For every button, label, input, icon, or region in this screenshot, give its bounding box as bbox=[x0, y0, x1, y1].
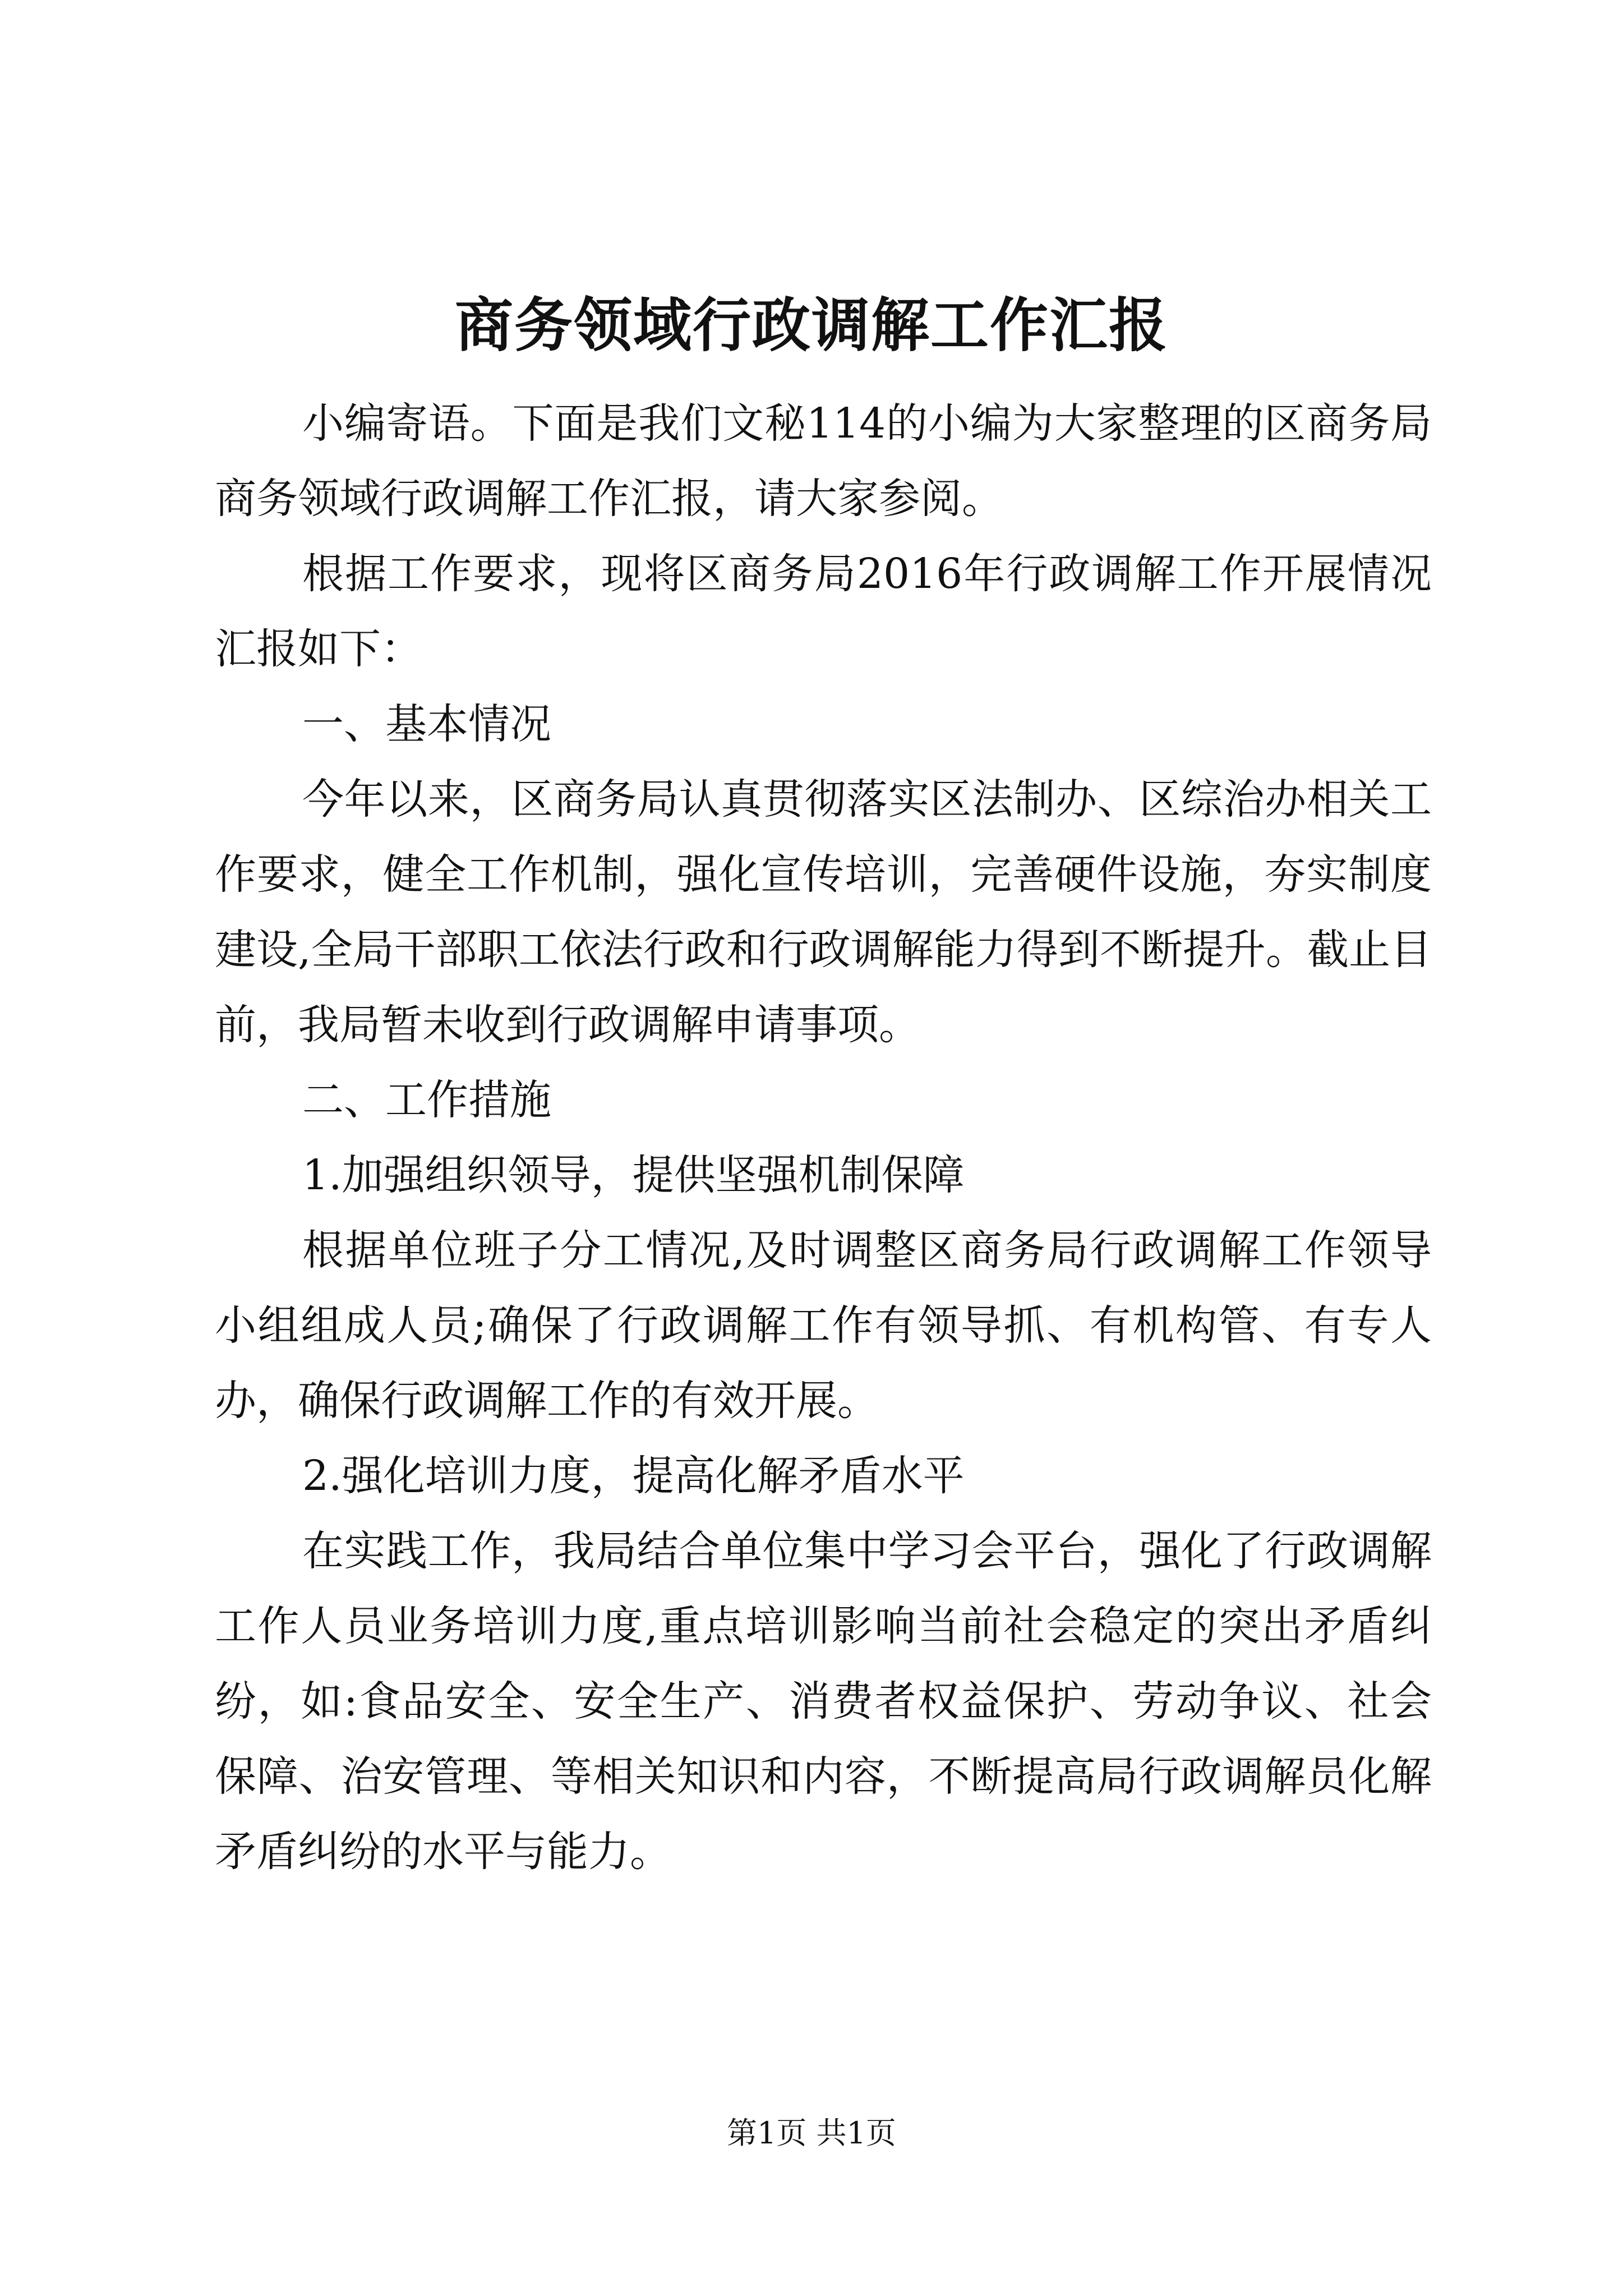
section-heading-measures: 二、工作措施 bbox=[302, 1076, 551, 1124]
paragraph-training: 在实践工作，我局结合单位集中学习会平台，强化了行政调解工作人员业务培训力度,重点培训影响当前社会稳定的突出矛盾纠纷，如:食品安全、安全生产、消费者权益保护、劳动争议、社会保障、治安管理、等相关知识和内容，不断提高局行政调解员化解矛盾纠纷的水平与能力。 bbox=[215, 1527, 1432, 1876]
subheading-leadership: 1.加强组织领导，提供坚强机制保障 bbox=[302, 1151, 965, 1199]
document-body bbox=[215, 386, 1432, 1889]
paragraph-summary: 根据工作要求，现将区商务局2016年行政调解工作开展情况汇报如下： bbox=[215, 550, 1432, 673]
page-footer: 第1页 共1页 bbox=[727, 2115, 896, 2151]
paragraph-basic: 今年以来，区商务局认真贯彻落实区法制办、区综治办相关工作要求，健全工作机制，强化宣传培训，完善硬件设施，夯实制度建设,全局干部职工依法行政和行政调解能力得到不断提升。截止目前，我局暂未收到行政调解申请事项。 bbox=[215, 775, 1432, 1049]
paragraph-intro: 小编寄语。下面是我们文秘114的小编为大家整理的区商务局商务领域行政调解工作汇报，请大家参阅。 bbox=[215, 399, 1432, 523]
paragraph-leadership: 根据单位班子分工情况,及时调整区商务局行政调解工作领导小组组成人员;确保了行政调解工作有领导抓、有机构管、有专人办，确保行政调解工作的有效开展。 bbox=[215, 1226, 1432, 1425]
document-title: 商务领域行政调解工作汇报 bbox=[454, 291, 1168, 360]
section-heading-basic: 一、基本情况 bbox=[302, 700, 551, 748]
subheading-training: 2.强化培训力度，提高化解矛盾水平 bbox=[302, 1452, 965, 1500]
